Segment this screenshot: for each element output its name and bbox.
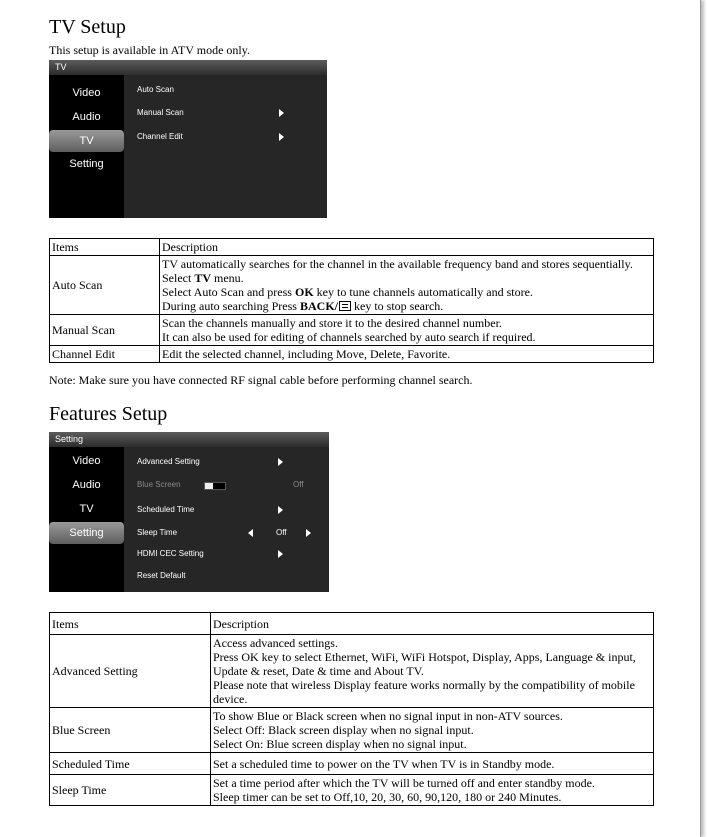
description-line: Update & reset, Date & time and About TV. [213, 664, 424, 678]
table-cell-description [211, 708, 654, 753]
tv-setup-intro: This setup is available in ATV mode only. [49, 43, 250, 57]
tv-menu-screenshot [49, 60, 327, 218]
menu-item-value: Off [293, 480, 304, 489]
table-cell-description [211, 635, 654, 708]
sidebar-item-setting[interactable]: Setting [69, 158, 104, 170]
table-row [50, 256, 654, 315]
description-line: TV automatically searches for the channel in the available frequency band and stores sequentially. [162, 257, 633, 271]
table-cell-description [211, 753, 654, 775]
table-header-items: Items [50, 613, 211, 635]
menu-item-label: Reset Default [137, 571, 186, 580]
menu-item-channel-edit[interactable] [137, 131, 322, 143]
description-line: Set a scheduled time to power on the TV when TV is in Standby mode. [213, 756, 555, 771]
menu-item-sleep-time[interactable] [137, 527, 322, 539]
sidebar-item-setting[interactable]: Setting [49, 522, 124, 544]
menu-item-label: Manual Scan [137, 108, 184, 117]
menu-item-advanced-setting[interactable] [137, 456, 322, 468]
menu-item-label: Blue Screen [137, 480, 181, 489]
table-cell-description [211, 775, 654, 806]
chevron-right-icon [278, 550, 283, 558]
toggle-switch[interactable] [204, 482, 226, 490]
menu-item-reset-default[interactable] [137, 570, 322, 582]
description-line: It can also be used for editing of channels searched by auto search if required. [162, 330, 536, 344]
sidebar-item-audio[interactable]: Audio [72, 479, 101, 491]
description-line: Select On: Blue screen display when no signal input. [213, 737, 467, 751]
tv-menu-sidebar [49, 75, 124, 218]
chevron-left-icon[interactable] [248, 529, 253, 537]
sidebar-item-video[interactable]: Video [72, 455, 101, 467]
description-line: Select Off: Black screen display when no signal input. [213, 723, 474, 737]
description-line: device. [213, 692, 248, 706]
menu-item-label: Scheduled Time [137, 505, 195, 514]
table-cell-item: Scheduled Time [50, 753, 211, 775]
sidebar-item-tv[interactable]: TV [79, 503, 94, 515]
table-cell-description [160, 315, 654, 346]
description-line: Please note that wireless Display feature works normally by the compatibility of mobile [213, 678, 635, 692]
table-cell-item: Channel Edit [50, 346, 160, 363]
chevron-right-icon [278, 506, 283, 514]
features-setup-table [49, 612, 654, 806]
menu-item-value: Off [276, 528, 287, 537]
tv-setup-note: Note: Make sure you have connected RF signal cable before performing channel search. [49, 373, 473, 387]
table-cell-item: Advanced Setting [50, 635, 211, 708]
table-row [50, 708, 654, 753]
menu-item-blue-screen[interactable] [137, 479, 322, 491]
menu-item-label: Advanced Setting [137, 457, 200, 466]
description-line: During auto searching Press BACK/ key to stop search. [162, 299, 444, 313]
description-line: Edit the selected channel, including Move, Delete, Favorite. [162, 347, 451, 361]
chevron-right-icon [278, 458, 283, 466]
tv-setup-table [49, 238, 654, 363]
menu-key-icon [339, 301, 351, 311]
table-cell-item: Manual Scan [50, 315, 160, 346]
sidebar-item-tv[interactable]: TV [49, 130, 124, 152]
menu-item-scheduled-time[interactable] [137, 504, 322, 516]
menu-item-label: HDMI CEC Setting [137, 549, 204, 558]
tv-menu-title: TV [49, 60, 327, 75]
table-header-description: Description [211, 613, 654, 635]
sidebar-item-audio[interactable]: Audio [72, 111, 101, 123]
sidebar-item-video[interactable]: Video [72, 87, 101, 99]
table-row [50, 753, 654, 775]
description-line: Select TV menu. [162, 271, 244, 285]
menu-item-hdmi-cec-setting[interactable] [137, 548, 322, 560]
table-cell-item: Sleep Time [50, 775, 211, 806]
table-row [50, 635, 654, 708]
menu-item-manual-scan[interactable] [137, 107, 322, 119]
description-line: Press OK key to select Ethernet, WiFi, WiFi Hotspot, Display, Apps, Language & input, [213, 650, 636, 664]
description-line: Select Auto Scan and press OK key to tune channels automatically and store. [162, 285, 533, 299]
table-row [50, 346, 654, 363]
chevron-right-icon [279, 133, 284, 141]
menu-item-auto-scan[interactable] [137, 84, 322, 96]
description-line: Sleep timer can be set to Off,10, 20, 30, 60, 90,120, 180 or 240 Minutes. [213, 790, 562, 804]
description-line: Access advanced settings. [213, 636, 338, 650]
table-cell-item: Blue Screen [50, 708, 211, 753]
features-setup-heading: Features Setup [49, 403, 168, 425]
table-cell-description [160, 346, 654, 363]
menu-item-label: Sleep Time [137, 528, 178, 537]
table-row [50, 315, 654, 346]
table-header-items: Items [50, 239, 160, 256]
menu-item-label: Auto Scan [137, 85, 174, 94]
description-line: Scan the channels manually and store it to the desired channel number. [162, 316, 502, 330]
table-header-description: Description [160, 239, 654, 256]
tv-setup-heading: TV Setup [49, 16, 126, 38]
chevron-right-icon [279, 109, 284, 117]
setting-menu-sidebar [49, 447, 124, 592]
table-cell-item: Auto Scan [50, 256, 160, 315]
menu-item-label: Channel Edit [137, 132, 183, 141]
description-line: Set a time period after which the TV will be turned off and enter standby mode. [213, 776, 595, 790]
toggle-knob [205, 483, 213, 489]
setting-menu-screenshot [49, 432, 329, 592]
setting-menu-title: Setting [49, 432, 329, 447]
table-cell-description [160, 256, 654, 315]
description-line: To show Blue or Black screen when no signal input in non-ATV sources. [213, 709, 563, 723]
chevron-right-icon[interactable] [306, 529, 311, 537]
table-row [50, 775, 654, 806]
